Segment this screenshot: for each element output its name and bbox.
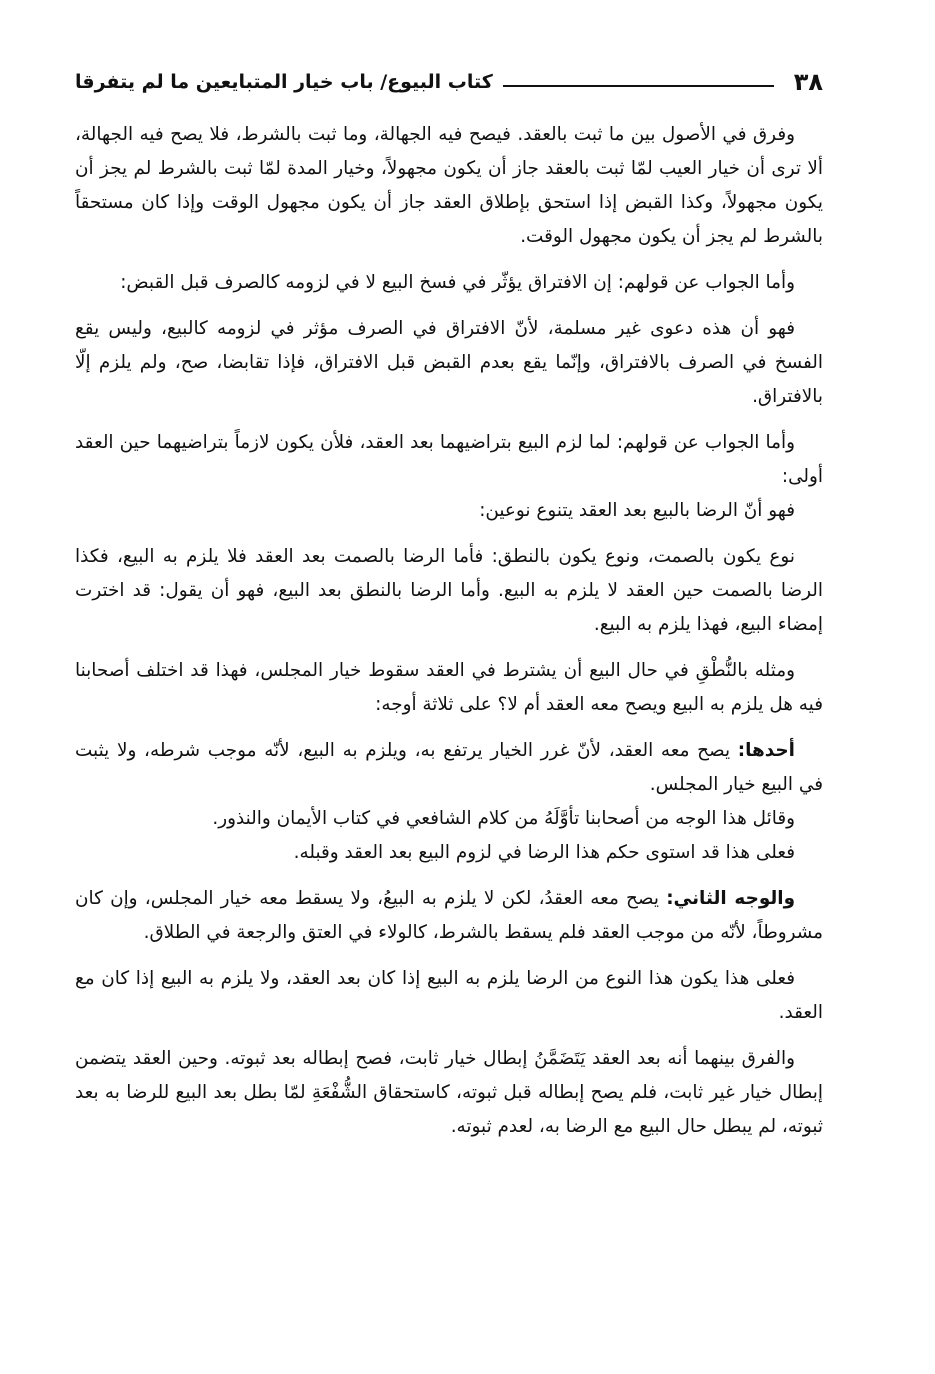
paragraph: أحدها: يصح معه العقد، لأنّ غرر الخيار يرتفع به، ويلزم به البيع، لأنّه موجب شرطه، ولا يثبت في البيع خيار المجلس.: [75, 740, 823, 795]
paragraph: ومثله بالنُّطْقِ في حال البيع أن يشترط في العقد سقوط خيار المجلس، فهذا قد اختلف أصحابنا فيه هل يلزم به البيع ويصح معه العقد أم لا؟ على ثلاثة أوجه:: [75, 660, 823, 715]
paragraph: والوجه الثاني: يصح معه العقدُ، لكن لا يلزم به البيعُ، ولا يسقط معه خيار المجلس، وإن كان مشروطاً، لأنّه من موجب العقد فلم يسقط بالشرط، كالولاء في العتق والرجعة في الطلاق.: [75, 888, 823, 943]
header-rule: [503, 85, 774, 87]
paragraph: فعلى هذا قد استوى حكم هذا الرضا في لزوم البيع بعد العقد وقبله.: [293, 842, 795, 863]
paragraph: وأما الجواب عن قولهم: إن الافتراق يؤثّر في فسخ البيع لا في لزومه كالصرف قبل القبض:: [120, 272, 795, 293]
paragraph: والفرق بينهما أنه بعد العقد يَتَضَمَّنُ إبطال خيار ثابت، فصح إبطاله بعد ثبوته. وحين العقد يتضمن إبطال خيار غير ثابت، فلم يصح إبطاله قبل ثبوته، كاستحقاق الشُّفْعَةِ لمّا بطل بعد البيع للرضا به بعد ثبوته، لم يبطل حال البيع مع الرضا به، لعدم ثبوته.: [75, 1048, 823, 1137]
paragraph: فعلى هذا يكون هذا النوع من الرضا يلزم به البيع إذا كان بعد العقد، ولا يلزم به البيع إذا كان مع العقد.: [75, 968, 823, 1023]
paragraph: وفرق في الأصول بين ما ثبت بالعقد. فيصح فيه الجهالة، وما ثبت بالشرط، فلا يصح فيه الجهالة، ألا ترى أن خيار العيب لمّا ثبت بالعقد جاز أن يكون مجهولاً، وخيار المدة لمّا ثبت بالشرط لم يجز أن يكون مجهولاً، وكذا القبض إذا استحق بإطلاق العقد جاز أن يكون مجهول الوقت وإذا كان مستحقاً بالشرط لم يجز أن يكون مجهول الوقت.: [75, 124, 823, 247]
paragraph: فهو أن هذه دعوى غير مسلمة، لأنّ الافتراق في الصرف مؤثر في لزومه كالبيع، وليس يقع الفسخ في الصرف بالافتراق، وإنّما يقع بعدم القبض قبل الافتراق، فإذا تقابضا، صح، ولم يلزم إلّا بالافتراق.: [75, 318, 823, 407]
paragraph: نوع يكون بالصمت، ونوع يكون بالنطق: فأما الرضا بالصمت بعد العقد فلا يلزم به البيع، فكذا الرضا بالصمت حين العقد لا يلزم به البيع. وأما الرضا بالنطق بعد البيع، فهو أن يقول: قد اخترت إمضاء البيع، فهذا يلزم به البيع.: [75, 546, 823, 635]
paragraph: وأما الجواب عن قولهم: لما لزم البيع بتراضيهما بعد العقد، فلأن يكون لازماً بتراضيهما حين العقد أولى:: [75, 432, 823, 487]
paragraph: وقائل هذا الوجه من أصحابنا تأوَّلَهُ من كلام الشافعي في كتاب الأيمان والنذور.: [212, 808, 795, 829]
page-number: ٣٨: [793, 68, 823, 96]
body-text: [75, 118, 823, 1156]
first-view-heading: أحدها:: [737, 740, 795, 761]
chapter-title: كتاب البيوع/ باب خيار المتبايعين ما لم يتفرقا: [75, 71, 493, 93]
second-view-heading: والوجه الثاني:: [666, 888, 796, 909]
paragraph: فهو أنّ الرضا بالبيع بعد العقد يتنوع نوعين:: [479, 500, 795, 521]
running-header: [75, 62, 823, 102]
